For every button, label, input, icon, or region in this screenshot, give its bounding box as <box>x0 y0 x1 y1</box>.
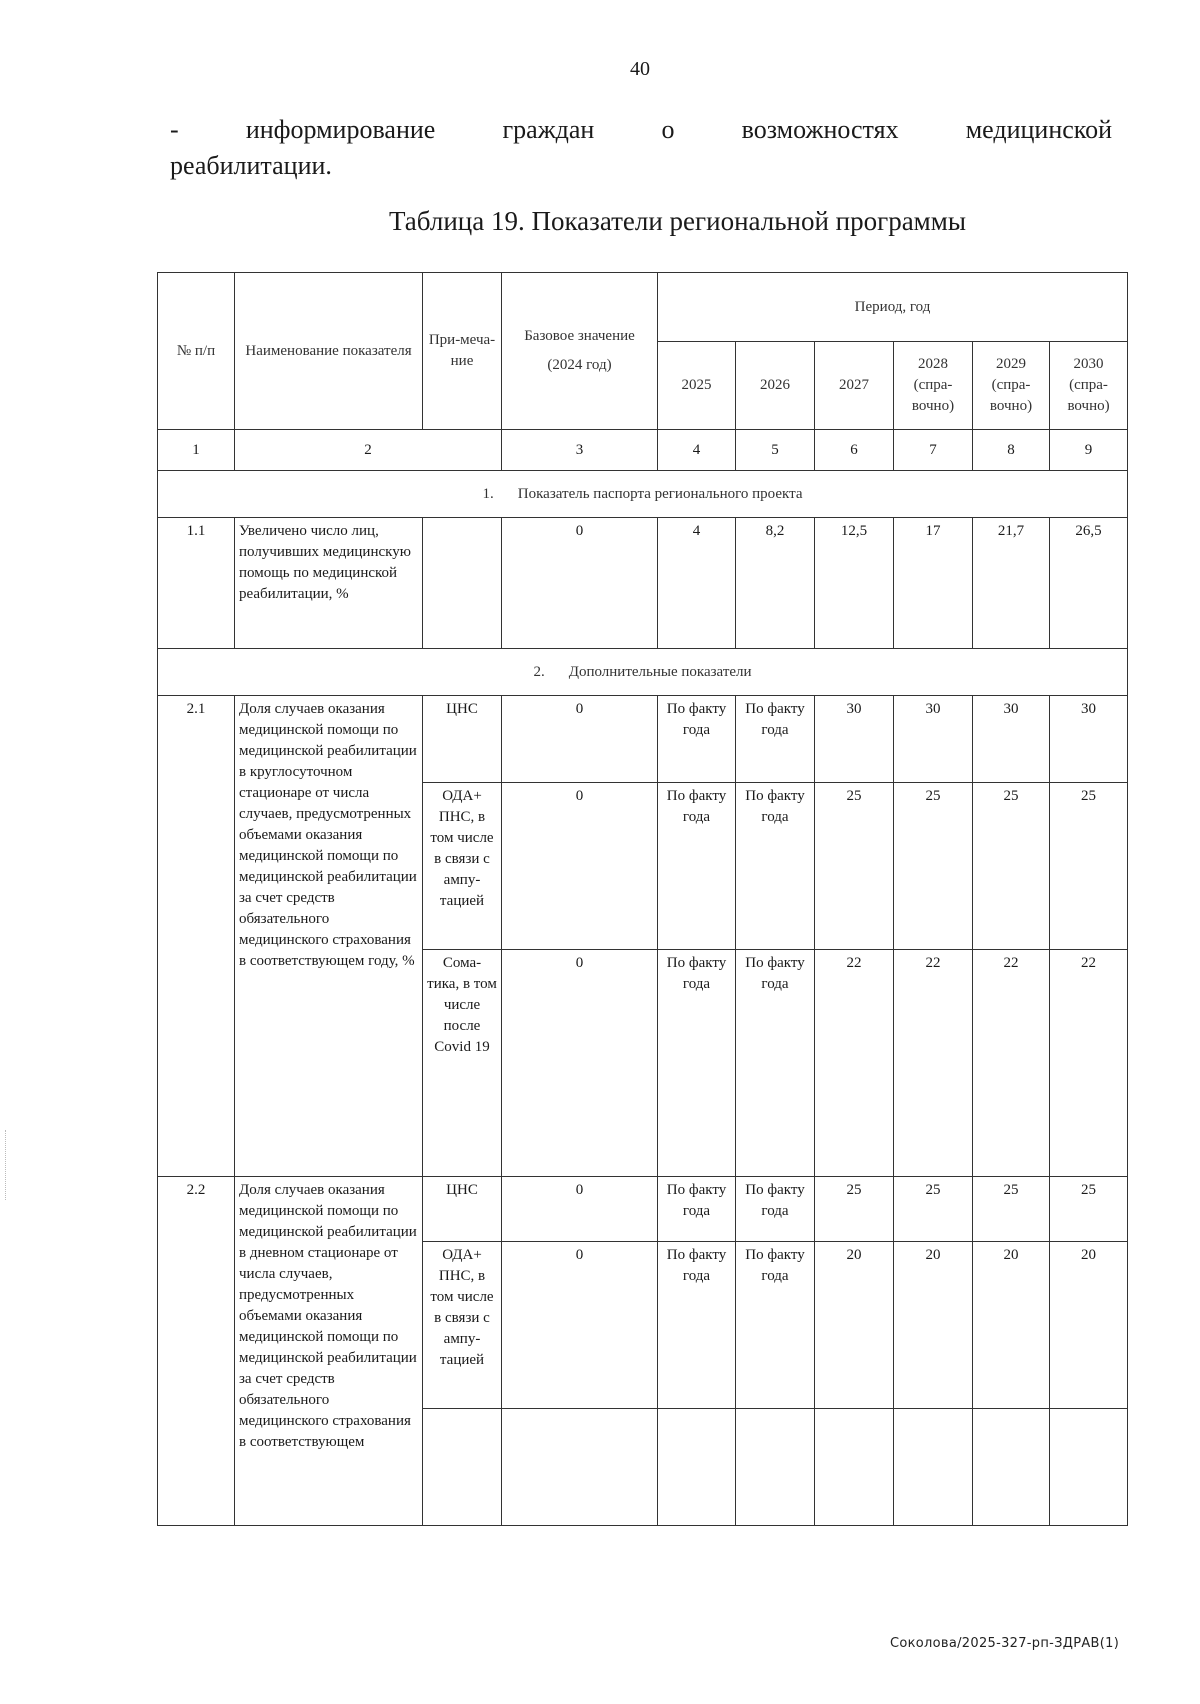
page-number: 40 <box>630 58 650 80</box>
col-number: 7 <box>894 430 973 471</box>
intro-line-2: реабилитации. <box>170 151 332 180</box>
row-note <box>423 1409 502 1526</box>
header-year: 2026 <box>736 342 815 430</box>
row-value: 25 <box>1050 783 1128 950</box>
row-value <box>973 1409 1050 1526</box>
col-number: 5 <box>736 430 815 471</box>
row-value: 25 <box>894 783 973 950</box>
row-value: 22 <box>973 950 1050 1177</box>
row-note: ОДА+ ПНС, в том числе в связи с ампу-тацией <box>423 783 502 950</box>
col-number: 9 <box>1050 430 1128 471</box>
header-period: Период, год <box>658 273 1128 342</box>
col-number: 8 <box>973 430 1050 471</box>
section-title: Дополнительные показатели <box>568 663 752 680</box>
header-num: № п/п <box>158 273 235 430</box>
document-footer: Соколова/2025-327-рп-ЗДРАВ(1) <box>890 1636 1120 1651</box>
row-note: ЦНС <box>423 1177 502 1242</box>
col-number: 3 <box>502 430 658 471</box>
row-value: 30 <box>1050 696 1128 783</box>
row-value: 25 <box>973 1177 1050 1242</box>
header-row-1 <box>158 273 1128 342</box>
indicators-table <box>157 272 1128 1526</box>
row-value <box>894 1409 973 1526</box>
row-note: Сома-тика, в том числе после Covid 19 <box>423 950 502 1177</box>
row-value <box>736 1409 815 1526</box>
row-value: 8,2 <box>736 518 815 649</box>
row-value: 22 <box>1050 950 1128 1177</box>
row-name: Доля случаев оказания медицинской помощи по медицинской реабилитации в дневном стационаре от числа случаев, предусмотренных объемами оказания медицинской помощи по медицинской реабилитации за счет средств обязательного медицинского страхования в соответствующем <box>235 1177 423 1526</box>
row-value: 0 <box>502 783 658 950</box>
row-value <box>1050 1409 1128 1526</box>
row-value: 0 <box>502 1177 658 1242</box>
row-value: 22 <box>815 950 894 1177</box>
row-value: По факту года <box>658 696 736 783</box>
row-note: ОДА+ ПНС, в том числе в связи с ампу-тацией <box>423 1242 502 1409</box>
row-value: По факту года <box>736 950 815 1177</box>
row-name: Увеличено число лиц, получивших медицинскую помощь по медицинской реабилитации, % <box>235 518 423 649</box>
row-value: 30 <box>973 696 1050 783</box>
col-number: 6 <box>815 430 894 471</box>
row-value: 21,7 <box>973 518 1050 649</box>
header-name: Наименование показателя <box>235 273 423 430</box>
row-value: 12,5 <box>815 518 894 649</box>
row-value: 20 <box>815 1242 894 1409</box>
row-value: 4 <box>658 518 736 649</box>
row-value: 20 <box>894 1242 973 1409</box>
row-value: 25 <box>973 783 1050 950</box>
section-row <box>158 649 1128 696</box>
intro-paragraph <box>170 112 1112 184</box>
row-value: 0 <box>502 518 658 649</box>
intro-line-1: - информирование граждан о возможностях медицинской <box>170 115 1112 144</box>
header-base <box>502 273 658 430</box>
row-note <box>423 518 502 649</box>
col-number: 2 <box>235 430 502 471</box>
column-number-row <box>158 430 1128 471</box>
header-base-year: (2024 год) <box>547 357 612 373</box>
row-num: 2.2 <box>158 1177 235 1526</box>
row-value: По факту года <box>658 783 736 950</box>
scan-margin-mark <box>5 1130 7 1200</box>
row-value <box>658 1409 736 1526</box>
row-note: ЦНС <box>423 696 502 783</box>
header-year: 2030 (спра-вочно) <box>1050 342 1128 430</box>
section-row <box>158 471 1128 518</box>
row-value: 25 <box>815 1177 894 1242</box>
row-value: 26,5 <box>1050 518 1128 649</box>
header-year: 2029 (спра-вочно) <box>973 342 1050 430</box>
row-value <box>502 1409 658 1526</box>
row-value: По факту года <box>658 1242 736 1409</box>
row-value: 0 <box>502 1242 658 1409</box>
row-value: 30 <box>815 696 894 783</box>
row-num: 1.1 <box>158 518 235 649</box>
section-1-title <box>158 471 1128 518</box>
col-number: 1 <box>158 430 235 471</box>
header-note: При-меча-ние <box>423 273 502 430</box>
row-value: 22 <box>894 950 973 1177</box>
row-value: По факту года <box>658 950 736 1177</box>
table-row <box>158 696 1128 783</box>
table-title: Таблица 19. Показатели региональной программы <box>388 206 966 236</box>
row-value: 30 <box>894 696 973 783</box>
section-number: 1. <box>482 485 494 502</box>
row-value: 0 <box>502 696 658 783</box>
table-row <box>158 1177 1128 1242</box>
table-row <box>158 518 1128 649</box>
row-value: По факту года <box>736 1177 815 1242</box>
row-value: 0 <box>502 950 658 1177</box>
row-name: Доля случаев оказания медицинской помощи по медицинской реабилитации в круглосуточном стационаре от числа случаев, предусмотренных объемами оказания медицинской помощи по медицинской реабилитации за счет средств обязательного медицинского страхования в соответствующем году, % <box>235 696 423 1177</box>
header-year: 2028 (спра-вочно) <box>894 342 973 430</box>
row-value: 25 <box>1050 1177 1128 1242</box>
row-value: По факту года <box>658 1177 736 1242</box>
header-base-label: Базовое значение <box>524 328 635 344</box>
row-value: По факту года <box>736 696 815 783</box>
row-value: По факту года <box>736 783 815 950</box>
section-number: 2. <box>533 663 545 680</box>
row-value: 25 <box>815 783 894 950</box>
section-title: Показатель паспорта регионального проекта <box>517 485 803 502</box>
row-value: 25 <box>894 1177 973 1242</box>
row-value <box>815 1409 894 1526</box>
col-number: 4 <box>658 430 736 471</box>
header-year: 2027 <box>815 342 894 430</box>
row-num: 2.1 <box>158 696 235 1177</box>
header-year: 2025 <box>658 342 736 430</box>
section-2-title <box>158 649 1128 696</box>
row-value: 17 <box>894 518 973 649</box>
row-value: 20 <box>1050 1242 1128 1409</box>
row-value: По факту года <box>736 1242 815 1409</box>
row-value: 20 <box>973 1242 1050 1409</box>
